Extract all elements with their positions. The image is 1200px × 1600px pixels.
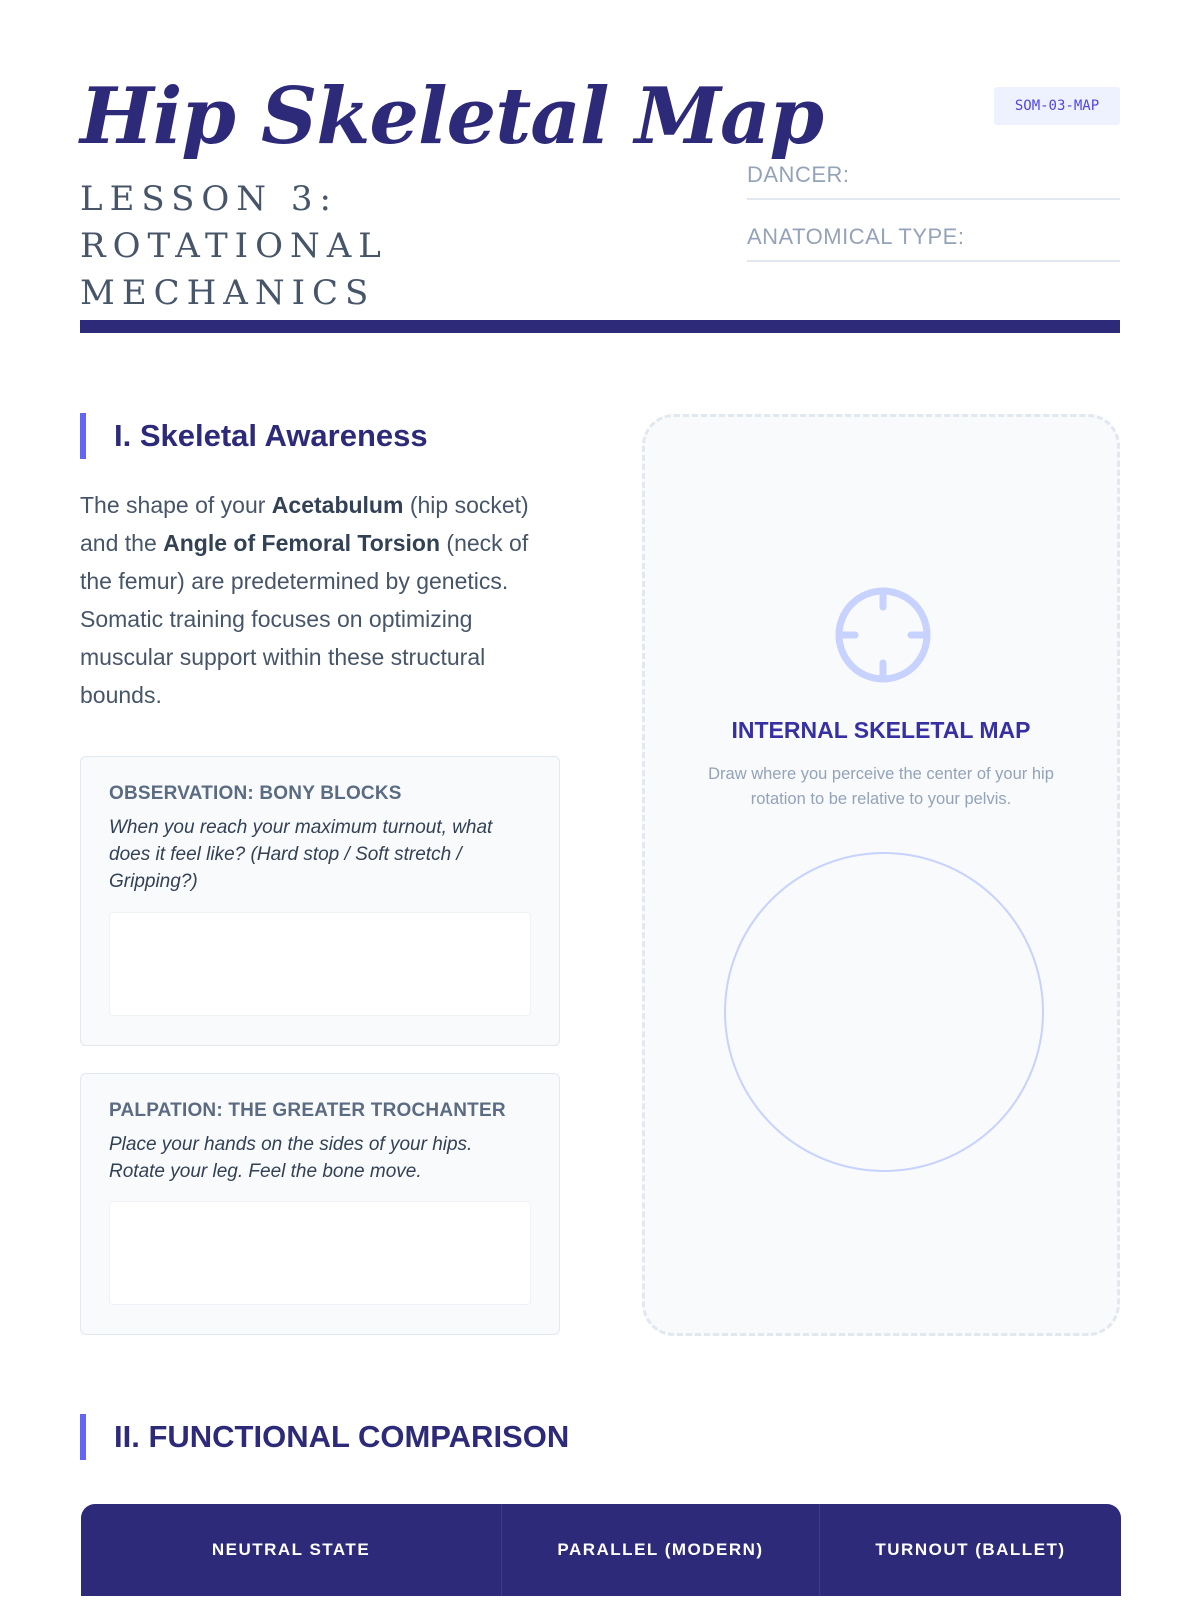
palpation-card (80, 1073, 560, 1335)
lesson-subtitle: LESSON 3: ROTATIONAL MECHANICS (80, 179, 388, 313)
page-title: Hip Skeletal Map (80, 71, 824, 162)
skeletal-map-panel[interactable] (642, 414, 1120, 1336)
intro-paragraph (80, 486, 560, 714)
section-heading-skeletal-awareness: I. Skeletal Awareness (80, 413, 428, 459)
document-code-badge: SOM-03-MAP (994, 87, 1120, 125)
observation-card (80, 756, 560, 1046)
column-header-neutral: NEUTRAL STATE (81, 1504, 502, 1596)
anatomical-type-field[interactable] (747, 222, 1120, 262)
palpation-prompt: Place your hands on the sides of your hips. Rotate your leg. Feel the bone move. (109, 1134, 473, 1182)
palpation-title: PALPATION: THE GREATER TROCHANTER (109, 1100, 506, 1121)
column-header-turnout: TURNOUT (BALLET) (875, 1540, 1066, 1559)
intro-term-femoral-torsion: Angle of Femoral Torsion (163, 530, 441, 556)
dancer-field[interactable] (747, 160, 1120, 200)
map-title: INTERNAL SKELETAL MAP (731, 717, 1031, 743)
map-description: Draw where you perceive the center of your hip rotation to be relative to your pelvis. (708, 765, 1054, 808)
dancer-label: DANCER: (747, 162, 850, 187)
observation-prompt: When you reach your maximum turnout, what does it feel like? (Hard stop / Soft stretch / Gripping?) (109, 817, 493, 892)
palpation-answer-box[interactable] (109, 1201, 531, 1305)
anatomical-type-label: ANATOMICAL TYPE: (747, 224, 965, 249)
observation-title: OBSERVATION: BONY BLOCKS (109, 783, 402, 804)
intro-text-1: The shape of your (80, 492, 272, 518)
observation-answer-box[interactable] (109, 912, 531, 1016)
intro-term-acetabulum: Acetabulum (271, 492, 404, 518)
intro-text-2: (hip socket) and the (80, 492, 529, 556)
comparison-table-header (81, 1504, 1121, 1596)
header-divider (80, 320, 1120, 333)
column-header-parallel: PARALLEL (MODERN) (502, 1504, 820, 1596)
crosshair-icon (833, 585, 933, 685)
drawing-circle[interactable] (724, 852, 1044, 1172)
intro-text-3: (neck of the femur) are predetermined by genetics. Somatic training focuses on optimizing muscular support within these structural bounds. (80, 530, 529, 708)
section-heading-functional-comparison: II. FUNCTIONAL COMPARISON (80, 1414, 569, 1460)
